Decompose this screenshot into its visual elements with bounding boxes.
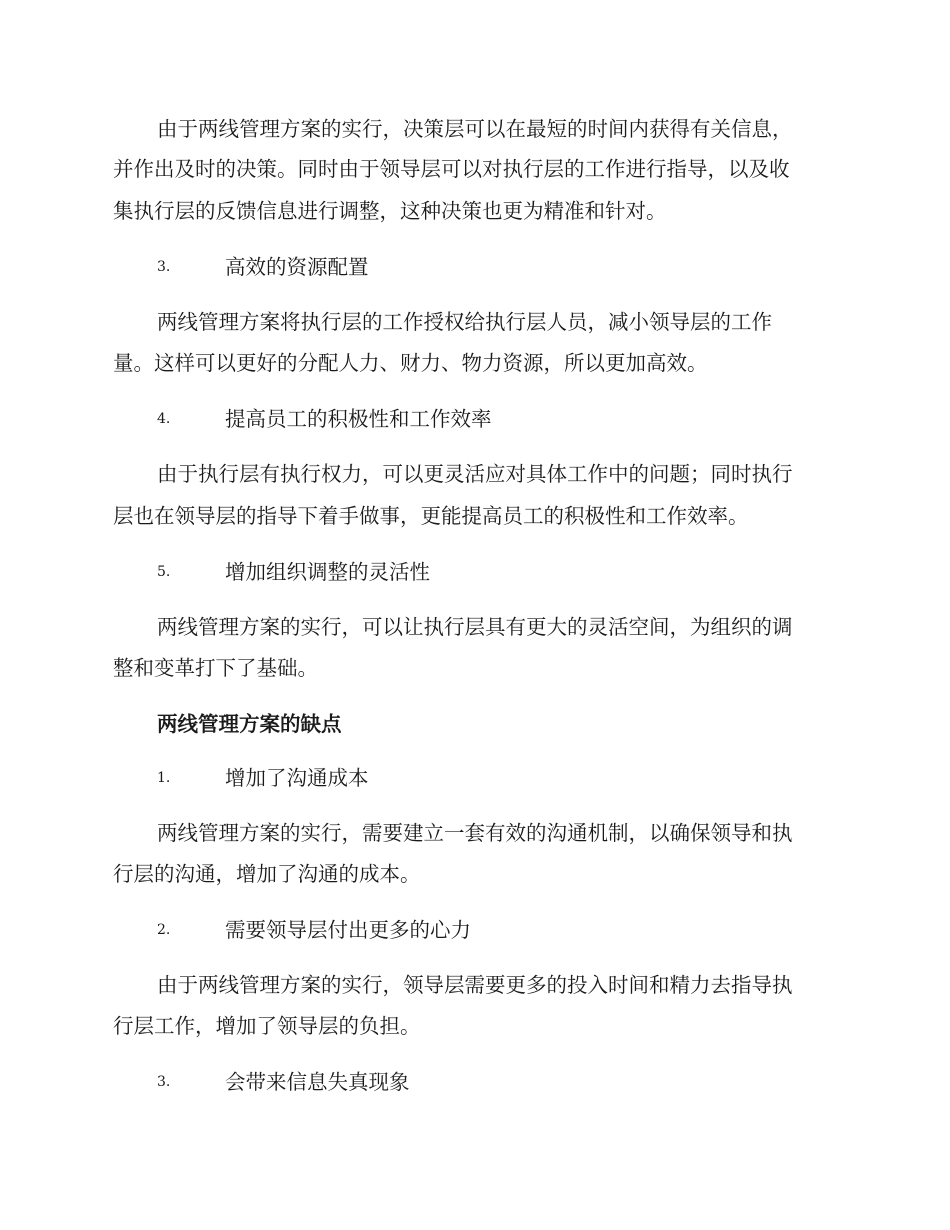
- section-title: 两线管理方案的缺点: [157, 712, 342, 736]
- list-heading: 增加组织调整的灵活性: [225, 560, 430, 584]
- paragraph-line: 并作出及时的决策。同时由于领导层可以对执行层的工作进行指导，以及收: [113, 157, 790, 181]
- list-number: 4.: [157, 411, 171, 427]
- list-number: 3.: [157, 259, 171, 275]
- list-heading: 提高员工的积极性和工作效率: [225, 407, 492, 431]
- paragraph-line: 由于执行层有执行权力，可以更灵活应对具体工作中的问题；同时执行: [157, 462, 793, 486]
- list-heading: 高效的资源配置: [225, 255, 369, 279]
- paragraph-line: 两线管理方案的实行，需要建立一套有效的沟通机制，以确保领导和执: [157, 821, 793, 845]
- paragraph-line: 两线管理方案将执行层的工作授权给执行层人员，减小领导层的工作: [157, 310, 772, 334]
- paragraph-line: 由于两线管理方案的实行，决策层可以在最短的时间内获得有关信息，: [157, 117, 793, 141]
- list-number: 3.: [157, 1074, 171, 1090]
- paragraph-line: 集执行层的反馈信息进行调整，这种决策也更为精准和针对。: [113, 199, 667, 223]
- paragraph-line: 两线管理方案的实行，可以让执行层具有更大的灵活空间，为组织的调: [157, 615, 793, 639]
- paragraph-line: 层也在领导层的指导下着手做事，更能提高员工的积极性和工作效率。: [113, 504, 749, 528]
- list-heading: 需要领导层付出更多的心力: [225, 918, 471, 942]
- list-heading: 会带来信息失真现象: [225, 1070, 410, 1094]
- paragraph-line: 行层工作，增加了领导层的负担。: [113, 1014, 421, 1038]
- list-number: 1.: [157, 770, 171, 786]
- list-heading: 增加了沟通成本: [225, 766, 369, 790]
- paragraph-line: 行层的沟通，增加了沟通的成本。: [113, 862, 421, 886]
- paragraph-line: 由于两线管理方案的实行，领导层需要更多的投入时间和精力去指导执: [157, 973, 793, 997]
- list-number: 2.: [157, 922, 171, 938]
- paragraph-line: 整和变革打下了基础。: [113, 656, 318, 680]
- list-number: 5.: [157, 564, 171, 580]
- paragraph-line: 量。这样可以更好的分配人力、财力、物力资源，所以更加高效。: [113, 351, 708, 375]
